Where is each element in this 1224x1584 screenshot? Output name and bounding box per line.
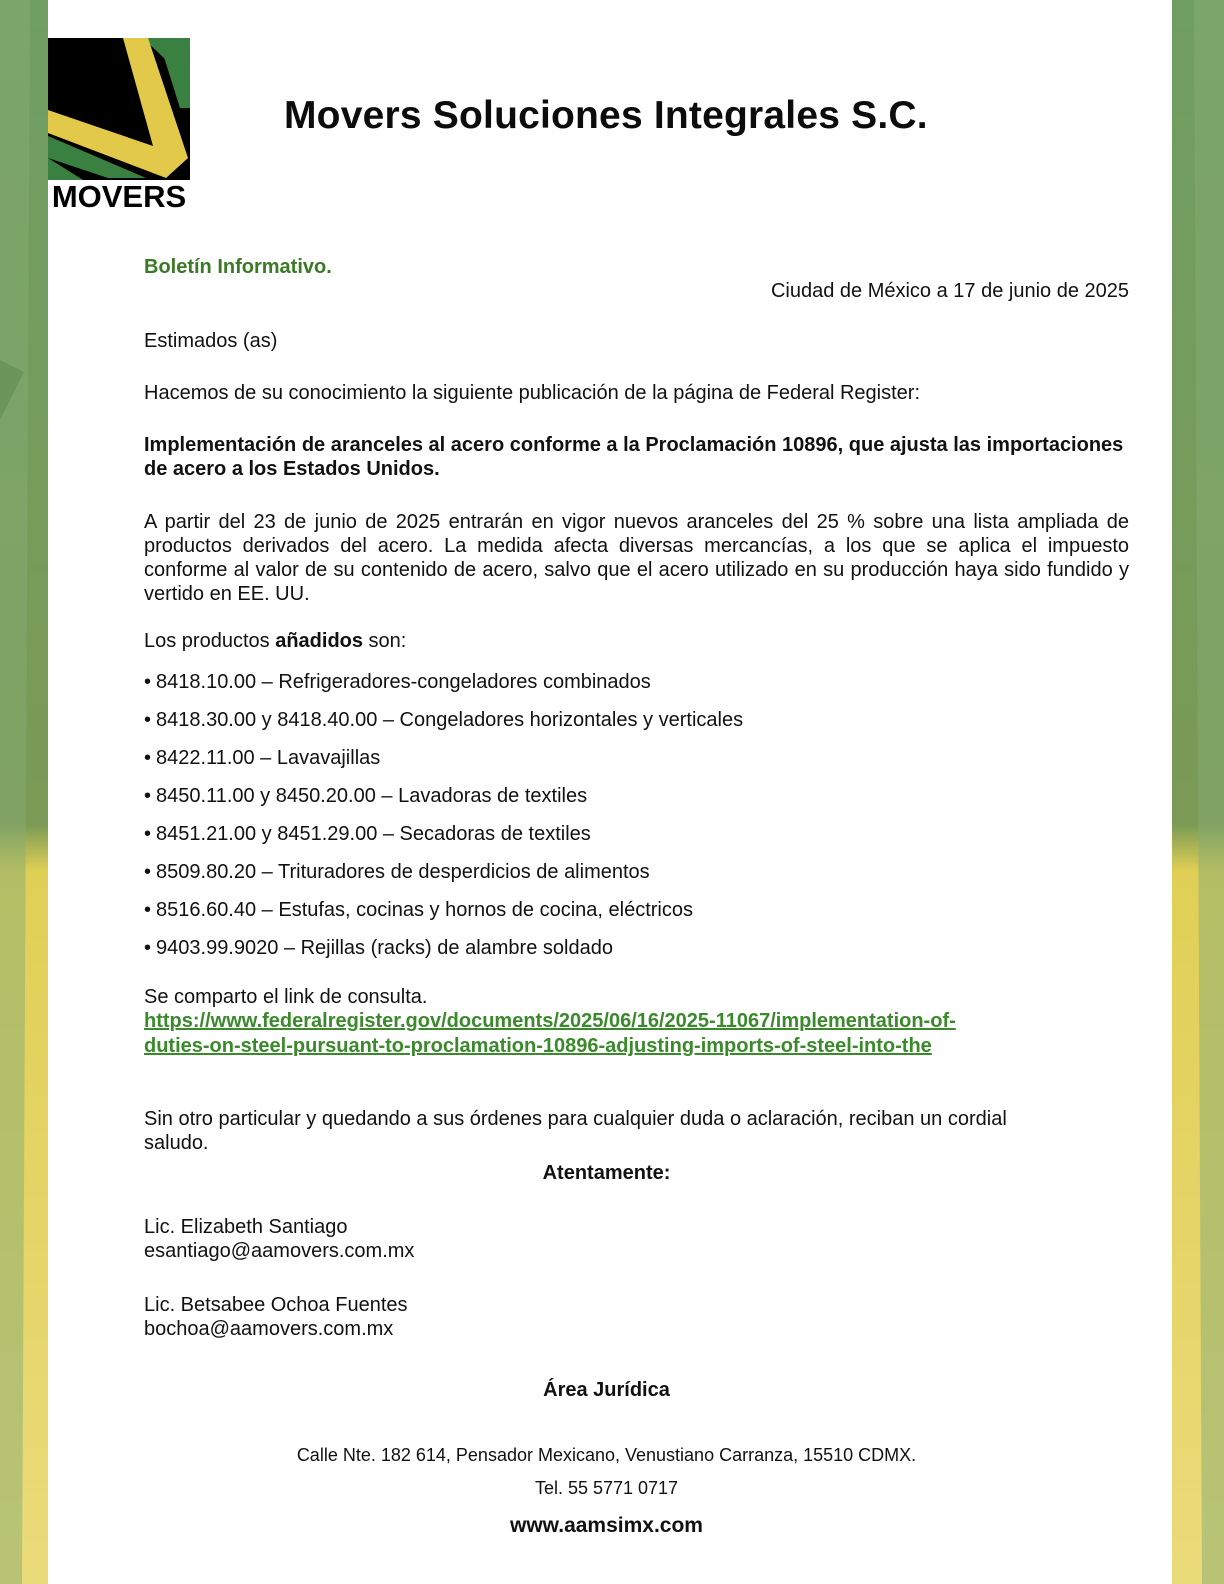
list-item [144, 784, 1129, 822]
list-item [144, 860, 1129, 898]
intro-paragraph: Hacemos de su conocimiento la siguiente publicación de la página de Federal Register: [144, 382, 921, 404]
signer-2 [144, 1293, 1129, 1341]
product-list [144, 670, 1129, 974]
signer-1-name: Lic. Elizabeth Santiago [144, 1216, 348, 1238]
product-text: 8418.30.00 y 8418.40.00 – Congeladores horizontales y verticales [156, 709, 744, 731]
list-item [144, 670, 1129, 708]
footer-phone: Tel. 55 5771 0717 [534, 1478, 679, 1498]
department-label: Área Jurídica [543, 1379, 670, 1401]
bullet: • [144, 823, 152, 845]
product-text: 8450.11.00 y 8450.20.00 – Lavadoras de textiles [156, 785, 588, 807]
product-text: 9403.99.9020 – Rejillas (racks) de alambre soldado [156, 937, 613, 959]
bullet: • [144, 899, 152, 921]
signer-1-email[interactable]: esantiago@aamovers.com.mx [144, 1240, 415, 1262]
products-prefix: Los productos [144, 630, 276, 652]
letter-page [48, 0, 1172, 1584]
list-item [144, 822, 1129, 860]
product-text: 8451.21.00 y 8451.29.00 – Secadoras de textiles [156, 823, 591, 845]
products-suffix: son: [363, 630, 407, 652]
product-text: 8516.60.40 – Estufas, cocinas y hornos de cocina, eléctricos [156, 899, 693, 921]
product-text: 8422.11.00 – Lavavajillas [156, 747, 381, 769]
link-line-1[interactable]: https://www.federalregister.gov/documents/2025/06/16/2025-11067/implementation-of- [144, 1010, 956, 1032]
footer-address: Calle Nte. 182 614, Pensador Mexicano, Venustiano Carranza, 15510 CDMX. [296, 1445, 917, 1465]
bulletin-label: Boletín Informativo. [144, 256, 332, 278]
sign-off: Atentamente: [542, 1162, 671, 1184]
federal-register-link[interactable] [144, 1009, 1129, 1059]
bullet: • [144, 747, 152, 769]
list-item [144, 746, 1129, 784]
list-item [144, 708, 1129, 746]
bullet: • [144, 861, 152, 883]
signer-2-email[interactable]: bochoa@aamovers.com.mx [144, 1318, 394, 1340]
closing-paragraph: Sin otro particular y quedando a sus órdenes para cualquier duda o aclaración, reciban un cordial saludo. [144, 1108, 1007, 1154]
footer-website[interactable]: www.aamsimx.com [510, 1514, 703, 1537]
body-paragraph: A partir del 23 de junio de 2025 entrarán en vigor nuevos aranceles del 25 % sobre una lista ampliada de productos derivados del acero. La medida afecta diversas mercancías, a los que se aplica el impuesto conforme al valor de su contenido de acero, salvo que el acero utilizado en su producción haya sido fundido y vertido en EE. UU. [144, 511, 1129, 605]
consult-text: Se comparto el link de consulta. [144, 986, 428, 1008]
list-item [144, 936, 1129, 974]
signer-1 [144, 1215, 1129, 1263]
products-intro [144, 629, 1129, 653]
product-text: 8418.10.00 – Refrigeradores-congeladores combinados [156, 671, 651, 693]
bullet: • [144, 785, 152, 807]
products-bold: añadidos [275, 630, 363, 652]
list-item [144, 898, 1129, 936]
left-edge-decoration [0, 0, 52, 1584]
signer-2-name: Lic. Betsabee Ochoa Fuentes [144, 1294, 408, 1316]
date-line: Ciudad de México a 17 de junio de 2025 [770, 280, 1129, 302]
bullet: • [144, 671, 152, 693]
movers-logo [48, 38, 190, 212]
link-line-2[interactable]: duties-on-steel-pursuant-to-proclamation-10896-adjusting-imports-of-steel-into-the [144, 1035, 932, 1057]
bullet: • [144, 937, 152, 959]
product-text: 8509.80.20 – Trituradores de desperdicios de alimentos [156, 861, 650, 883]
logo-wordmark: MOVERS [51, 179, 187, 212]
company-name: Movers Soluciones Integrales S.C. [284, 94, 928, 137]
bullet: • [144, 709, 152, 731]
right-edge-decoration [1172, 0, 1224, 1584]
greeting: Estimados (as) [144, 330, 278, 352]
headline: Implementación de aranceles al acero conforme a la Proclamación 10896, que ajusta las importaciones de acero a los Estados Unidos. [144, 434, 1124, 480]
